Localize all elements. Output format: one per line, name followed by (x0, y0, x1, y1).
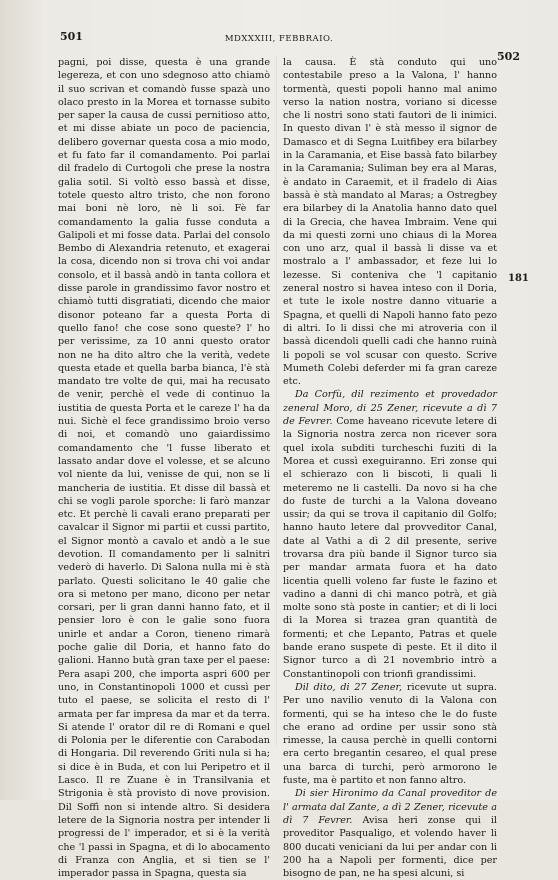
right-page-number: 502 (497, 50, 520, 63)
right-paragraph-1: la causa. È stà conduto qui uno contestabile preso a la Valona, l' hanno tormentà, questi popoli hanno mal animo verso la nation nostra, voriano si dicesse che li nostri sono stati fautori de li inimici. In questo divan l' è stà messo il signor de Damasco et di Segna Luitfibey era bilarbey in la Caramania, et Eise bassà fato bilarbey in la Caramania; Suliman bey era al Maras, è andato in Caraemit, et il fradelo di Aias bassà è stà mandato al Maras; a Ostregbey era bilarbey di la Anatolia hanno dato quel di la Grecia, che havea Imbraim. Vene qui da mi questi zorni uno chiaus di la Morea con uno arz, qual il bassà li disse va et mostralo a l' ambassador, et feze lui lo lezesse. Si conteniva che 'l capitanio zeneral nostro si havea inteso con il Doria, et tute le ixole nostre danno vituarie a Spagna, et quelli di Napoli hanno fato pezo di altri. Io li dissi che mi atroveria con il bassà dicendoli quelli cadi che hanno ruinà li popoli se vol scusar con questo. Scrive Mumeth Colebi deferder mi fa gran careze etc. (283, 57, 497, 388)
body-canal: Avisa heri zonse qui il proveditor Pasqualigo, et volendo haver li 800 ducati veniciani da lui per andar con li 200 ha a Napoli per formenti, dice per bisogno de pan, ne ha spesi alcuni, si (283, 814, 497, 880)
right-column (283, 56, 497, 880)
left-column-text: pagni, poi disse, questa è una grande legereza, et con uno sdegnoso atto chiamò il suo scrivan et comandò fusse spazà uno olaco presto in la Morea et tornasse subito per saper la causa de cussi pernitioso atto, et mi disse abiate un poco de paciencia, delibero governar questa cosa a mio modo, et fu fato far il comandamento. Poi parlai dil fradelo di Curtogoli che prese la nostra galia sotil. Si voltò esso bassà et disse, totele questo altro tristo, che non forono mai boni nè loro, nè li soi. Fè far comandamento la galia fusse conduta a Galipoli et mi fosse data. Parlai del consolo Bembo di Alexandria retenuto, et exagerai la cosa, dicendo non si trova chi voi andar consolo, et il bassà andò in tanta collora et disse parole in grandissimo favor nostro et chiamò tutti disgratiati, dicendo che maior disonor poteano far a questa Porta di quello fano! che cose sono queste? l' ho per verissime, za 10 anni questo orator non ne ha dito altro che la verità, vedete questa etade et quella barba bianca, l'è stà mandato tre volte de qui, mai ha recusato de venir, perchè el vede di continuo la iustitia de questa Porta et le careze l' ha da nui. Sichè el fece grandissimo broio verso di noi, et comandò uno gaiardissimo comandamento che 'l fusse liberato et lassato andar dove el volesse, et se alcuno vol niente da lui, venisse de qui, non se li mancheria de iustitia. Et disse dil bassà et chi se vogli parole sporche: li farò manzar etc. Et perchè li cavali erano preparati per cavalcar il Signor mi partii et cussi partito, el Signor montò a cavalo et andò a le sue devotion. Il comandamento per li salnitri vederò di haverlo. Di Salona nulla mi è stà parlato. Questi solicitano le 40 galie che ora si metono per mano, dicono per netar corsari, per li gran danni hanno fato, et il pensier loro è con le galie sono fuora unirle et andar a Coron, tieneno rimarà poche galie dil Doria, et hanno fato do galioni. Hanno butà gran taxe per el paese: Pera asapi 200, che importa aspri 600 per uno, in Constantinopoli 1000 et cussì per tuto el paese, se solicita el resto di l' armata per far impresa da mar et da terra. Si atende l' orator dil re di Romani e quel di Polonia per le diferentie con Carabodan di Hongaria. Dil reverendo Griti nula si ha; si dice è in Buda, et con lui Peripetro et il Lasco. Il re Zuane è in Transilvania et Strigonia è stà provisto di nove provision. Dil Soffì non si intende altro. Si desidera letere de la Signoria nostra per intender li progressi de l' imperador, et si è la verità che 'l passi in Spagna, et di lo abocamento di Franza con Anglia, et si tien se l' imperador passa in Spagna, questa sia (58, 57, 270, 880)
heading-corfu: Da Corfù, dil rezimento et provedador zeneral Moro, di 25 Zener, ricevute a dì 7 de Fevrer. (283, 389, 497, 428)
body-corfu: Come haveano ricevute letere di la Signoria nostra zerca non ricever sora quel ixola subditi turcheschi fuziti di la Morea et cussì exeguiranno. Eri zonse qui el schierazo con li biscoti, li quali li meteremo ne li castelli. Da novo si ha che do fuste de turchi a la Valona doveano ussir; da qui se trova il capitanio dil Golfo; hanno hauto letere dal provveditor Canal, date al Vathi a dì 2 dil presente, serive trovarsa dra più bande il Signor turco sia per mandar armata fuora et ha dato licentia quelli voleno far fuste le fazino et vadino a danni di chi manco potrà, et già molte sono stà poste in cantier; et di li loci di la Morea si trazea gran quantità de formenti; et che Lepanto, Patras et quele bande erano suspete di peste. Et il dito il Signor turco a dì 21 novembrio intrò a Constantinopoli con trionfi grandissimi. (283, 416, 497, 680)
body-dil-dito: ricevute ut supra. Per uno navilio venuto di la Valona con formenti, qui se ha inteso che le do fuste che erano ad ordine per ussir sono stà rimesse, la causa perchè in quelli contorni era certo bregantin cesareo, el qual prese una barca di turchi, però armorono le fuste, ma è partito et non fanno altro. (283, 681, 497, 787)
right-paragraph-3 (283, 681, 497, 787)
left-page-number: 501 (60, 30, 83, 43)
heading-dil-dito: Dil dito, di 27 Zener, (295, 681, 403, 693)
heading-canal: Di sier Hironimo da Canal proveditor de l' armata dal Zante, a dì 2 Zener, ricevute a dì 7 Fevrer. (283, 788, 497, 826)
right-paragraph-4 (283, 787, 497, 880)
running-header: MDXXXIII, FEBBRAIO. (224, 34, 334, 44)
right-paragraph-2 (283, 388, 497, 681)
column-divider (276, 56, 277, 746)
margin-number: 181 (508, 273, 529, 284)
left-column (58, 56, 270, 880)
